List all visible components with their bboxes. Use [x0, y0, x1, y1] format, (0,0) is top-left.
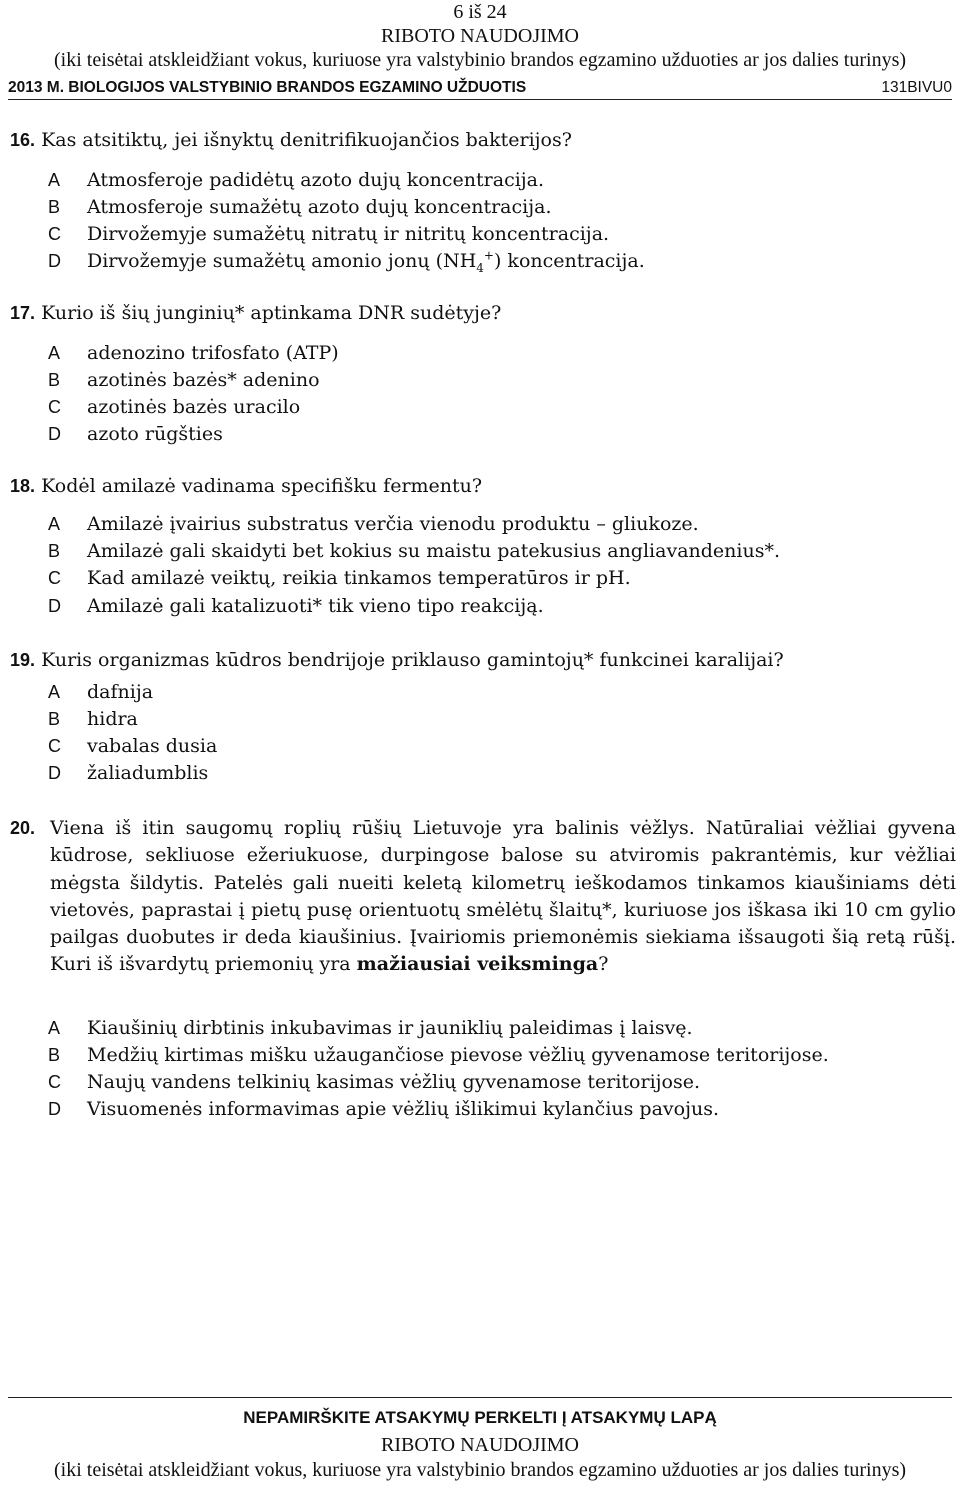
q16-option-d: [48, 248, 645, 275]
option-letter: B: [48, 197, 61, 217]
option-text: Kiaušinių dirbtinis inkubavimas ir jauniklių paleidimas į laisvę.: [87, 1017, 693, 1039]
question-20: [10, 815, 956, 979]
option-letter: A: [48, 343, 61, 363]
q19-option-d: [48, 760, 208, 787]
option-letter: C: [48, 397, 61, 417]
question-number: 17.: [10, 303, 36, 323]
option-letter: D: [48, 596, 61, 616]
option-text: Dirvožemyje sumažėtų nitratų ir nitritų koncentracija.: [87, 223, 610, 245]
option-text: Amilazė gali skaidyti bet kokius su maistu patekusius angliavandenius*.: [87, 540, 780, 562]
option-letter: C: [48, 1072, 61, 1092]
option-letter: D: [48, 763, 61, 783]
option-letter: D: [48, 1099, 61, 1119]
restricted-notice: RIBOTO NAUDOJIMO: [381, 25, 579, 47]
q18-option-b: [48, 538, 780, 565]
question-text-end: ?: [598, 953, 609, 976]
q17-option-d: [48, 421, 223, 448]
q17-option-c: [48, 394, 300, 421]
option-text: hidra: [87, 708, 138, 730]
option-text: adenozino trifosfato (ATP): [87, 342, 339, 364]
option-letter: A: [48, 682, 61, 702]
question-text: Kodėl amilazė vadinama specifišku fermentu?: [41, 475, 483, 497]
option-letter: C: [48, 568, 61, 588]
option-text: žaliadumblis: [87, 762, 209, 784]
option-letter: B: [48, 1045, 61, 1065]
question-number: 16.: [10, 130, 36, 150]
exam-title-bar: [8, 78, 952, 98]
q17-option-a: [48, 340, 339, 367]
option-text-end: ) koncentracija.: [493, 250, 645, 272]
question-number: 20.: [10, 818, 36, 838]
q16-option-c: [48, 221, 609, 248]
question-16: [10, 127, 956, 154]
option-text: Kad amilazė veiktų, reikia tinkamos temperatūros ir pH.: [87, 567, 631, 589]
question-text: Kas atsitiktų, jei išnyktų denitrifikuojančios bakterijos?: [41, 129, 572, 151]
question-17: [10, 300, 956, 327]
option-letter: C: [48, 224, 61, 244]
option-text: Amilazė gali katalizuoti* tik vieno tipo reakciją.: [87, 595, 544, 617]
option-text: Visuomenės informavimas apie vėžlių išlikimui kylančius pavojus.: [87, 1098, 720, 1120]
restricted-notice-footer: RIBOTO NAUDOJIMO: [381, 1434, 579, 1456]
transfer-answers-reminder: NEPAMIRŠKITE ATSAKYMŲ PERKELTI Į ATSAKYMŲ LAPĄ: [243, 1408, 717, 1427]
footer-rule: [8, 1397, 952, 1398]
option-text: dafnija: [87, 681, 154, 703]
q16-option-b: [48, 194, 552, 221]
disclaimer: (iki teisėtai atskleidžiant vokus, kuriuose yra valstybinio brandos egzamino užduoties ar jos dalies turinys): [53, 49, 907, 71]
option-letter: D: [48, 424, 61, 444]
option-text: Dirvožemyje sumažėtų amonio jonų (NH: [87, 250, 477, 272]
q19-option-b: [48, 706, 138, 733]
q20-option-d: [48, 1096, 719, 1123]
option-text: Amilazė įvairius substratus verčia vienodu produktu – gliukoze.: [87, 513, 699, 535]
q16-option-a: [48, 167, 544, 194]
q19-option-c: [48, 733, 217, 760]
option-text: vabalas dusia: [87, 735, 218, 757]
q18-option-d: [48, 593, 544, 620]
superscript: +: [483, 248, 494, 263]
q20-option-c: [48, 1069, 700, 1096]
disclaimer-footer: (iki teisėtai atskleidžiant vokus, kuriuose yra valstybinio brandos egzamino užduoties ar jos dalies turinys): [53, 1459, 907, 1481]
option-letter: A: [48, 1018, 61, 1038]
option-text: Medžių kirtimas mišku užaugančiose pievose vėžlių gyvenamose teritorijose.: [87, 1044, 829, 1066]
exam-title: 2013 M. BIOLOGIJOS VALSTYBINIO BRANDOS EGZAMINO UŽDUOTIS: [8, 79, 527, 96]
option-letter: D: [48, 251, 61, 271]
q18-option-c: [48, 565, 631, 592]
question-18: [10, 473, 956, 500]
question-text: Kuris organizmas kūdros bendrijoje priklauso gamintojų* funkcinei karalijai?: [41, 649, 784, 671]
option-text: Naujų vandens telkinių kasimas vėžlių gyvenamose teritorijose.: [87, 1071, 701, 1093]
option-letter: C: [48, 736, 61, 756]
q17-option-b: [48, 367, 320, 394]
q19-option-a: [48, 679, 153, 706]
question-text: Kurio iš šių junginių* aptinkama DNR sudėtyje?: [41, 302, 502, 324]
question-number: 19.: [10, 650, 36, 670]
question-text: Viena iš itin saugomų roplių rūšių Lietuvoje yra balinis vėžlys. Natūraliai vėžliai gyvena kūdrose, sekliuose ežeriukuose, durpingose balose su atviromis pakrantėmis, kur vėžliai mėgsta šildytis. Patelės gali nueiti keletą kilometrų ieškodamos tinkamos kiaušiniams dėti vietovės, paprastai į pietų pusę orientuotų smėlėtų šlaitų*, kuriuose jos iškasa iki 10 cm gylio pailgas duobutes ir deda kiaušinius. Įvairiomis priemonėmis siekiama išsaugoti šią retą rūšį. Kuri iš išvardytų priemonių yra: [50, 817, 956, 976]
option-letter: B: [48, 709, 61, 729]
option-text: azoto rūgšties: [87, 423, 223, 445]
option-letter: A: [48, 514, 61, 534]
subscript: 4: [476, 260, 484, 275]
option-letter: A: [48, 170, 61, 190]
question-number: 18.: [10, 476, 36, 496]
option-text: Atmosferoje padidėtų azoto dujų koncentracija.: [87, 169, 545, 191]
exam-code: 131BIVU0: [881, 79, 952, 96]
q18-option-a: [48, 511, 699, 538]
option-text: azotinės bazės* adenino: [87, 369, 320, 391]
header-rule: [8, 99, 952, 100]
option-text: azotinės bazės uracilo: [87, 396, 301, 418]
page-number: 6 iš 24: [453, 1, 507, 23]
option-letter: B: [48, 370, 61, 390]
option-letter: B: [48, 541, 61, 561]
q20-option-a: [48, 1015, 693, 1042]
q20-option-b: [48, 1042, 829, 1069]
question-19: [10, 647, 956, 674]
option-text: Atmosferoje sumažėtų azoto dujų koncentracija.: [87, 196, 552, 218]
question-emphasis: mažiausiai veiksminga: [356, 953, 599, 976]
